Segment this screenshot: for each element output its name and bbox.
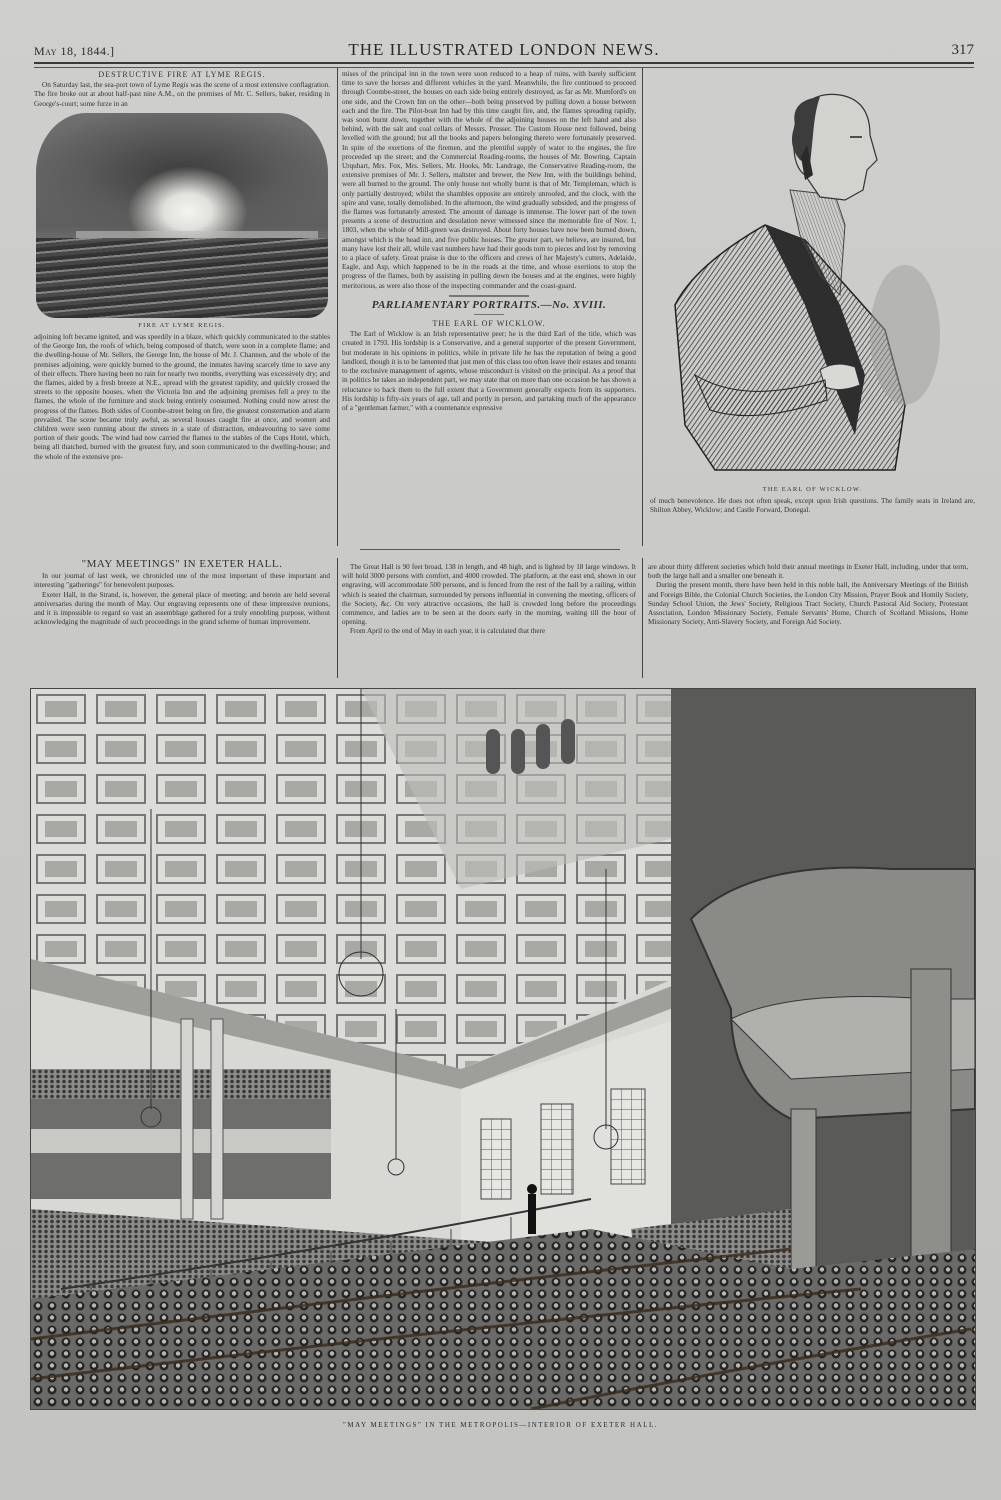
may-meetings-para: In our journal of last week, we chronicled one of the most important of these important and interesting "gatherings" for benevolent purposes. (34, 572, 330, 590)
fire-image-caption: FIRE AT LYME REGIS. (138, 321, 226, 329)
exeter-hall-interior-engraving (30, 688, 976, 1410)
parliamentary-portraits-heading: PARLIAMENTARY PORTRAITS.—No. XVIII. (371, 298, 607, 311)
short-separator (474, 314, 504, 315)
fire-at-lyme-regis-engraving (36, 113, 328, 318)
masthead (34, 40, 974, 60)
may-meetings-para: Exeter Hall, in the Strand, is, however, the general place of meeting; and herein are held several anniversaries during the month of May. Our engraving represents one of these impressive reunions, and it is impossible to regard so vast an assemblage gathered for a truly ennobling purpose, without acknowledging the magnitude of such proceedings in the grand scheme of human improvement. (34, 590, 330, 627)
hall-illustration (31, 689, 975, 1409)
column-divider (642, 68, 643, 546)
section-separator (449, 295, 529, 297)
may-meetings-column-2 (342, 563, 636, 637)
may-meetings-para: From April to the end of May in each year, it is calculated that there (350, 627, 546, 636)
column-divider (337, 68, 338, 546)
fire-article-body-col1: adjoining loft became ignited, and was speedily in a blaze, which quickly communicated to the stables of the George Inn, the roofs of which, being composed of thatch, were soon in a complete flame; and the dwelling-house of Mr. Sellers, the George Inn, the house of Mr. J. Channon, and the whole of the premises adjoining, were quickly burned to the ground, the inmates having scarcely time to save any of their effects. There having been no rain for nearly two months, everything was excessively dry; and the flames, aided by a fresh breeze at N.E., spread with the greatest rapidity, and quickly crossed the streets to the opposite houses, when the Victoria Inn and the adjoining premises fell a prey to the flames, the whole of the furniture and stock being entirely consumed. Nothing could now arrest the progress of the flames. Both sides of Coombe-street being on fire, the greatest consternation and alarm prevailed. The scene became truly awful, as several houses caught fire at once, and women and children were seen running about the streets in a state of distraction, endeavouring to save some portion of their goods. The wind had now carried the flames to the stables of the Cups Hotel, which, being all thatched, burned with the greatest fury, and soon communicated to the dwelling-house; and the whole of the extensive pre- (34, 333, 330, 461)
hall-engraving-caption: "MAY MEETINGS" IN THE METROPOLIS—INTERIOR OF EXETER HALL. (343, 1421, 658, 1429)
may-meetings-heading: "MAY MEETINGS" IN EXETER HALL. (81, 558, 283, 570)
portrait-column (650, 482, 975, 516)
may-meetings-column-1 (34, 558, 330, 627)
portrait-engraving (655, 75, 975, 480)
fire-article-intro: On Saturday last, the sea-port town of Lyme Regis was the scene of a most extensive conflagration. The fire broke out at about half-past nine A.M., on the premises of Mr. C. Sellers, baker, residing in George's-court; some furze in an (34, 81, 330, 108)
fire-article-column-2 (342, 70, 636, 413)
earl-of-wicklow-subheading: THE EARL OF WICKLOW. (432, 319, 546, 329)
newspaper-title: THE ILLUSTRATED LONDON NEWS. (348, 40, 660, 59)
column-divider (642, 558, 643, 678)
fire-article-column-1 (34, 68, 330, 462)
issue-date: May 18, 1844.] (34, 44, 115, 58)
portrait-caption: THE EARL OF WICKLOW. (762, 486, 863, 493)
fire-article-heading: DESTRUCTIVE FIRE AT LYME REGIS. (98, 70, 266, 79)
parliamentary-continuation: of much benevolence. He does not often speak, except upon Irish questions. The family seats in Ireland are, Shilton Abbey, Wicklow; and Castle Forward, Donegal. (650, 497, 975, 515)
speaker-figure (528, 1194, 536, 1234)
page-number: 317 (951, 42, 974, 58)
earl-of-wicklow-portrait (655, 75, 975, 480)
may-meetings-para: During the present month, there have been held in this noble hall, the Anniversary Meetings of the British and Foreign Bible, the Colonial Church Societies, the London City Mission, Prayer Book and Homily Society, Sunday School Union, the Jews' Society, Religious Tract Society, Church Pastoral Aid Society, Protestant Association, London Missionary Society, Female Servants' Home, Church of Scotland Missions, Home Missionary Society, Anti-Slavery Society, and Foreign Aid Society. (648, 581, 968, 627)
may-meetings-column-3 (648, 563, 968, 627)
section-rule (360, 549, 620, 550)
column-divider (337, 558, 338, 678)
parliamentary-body: The Earl of Wicklow is an Irish representative peer; he is the third Earl of the title, which was created in 1793. His lordship is a Conservative, and a general supporter of the present Government, but moderate in his opinions in politics, while in private life he has the reputation of being a good landlord, though it is to be lamented that just men of this class too often leave their estates and tenants to the exclusive management of agents, whose misconduct is visited on the principal. As a proof that in politics he takes an independent part, we may state that on more than one occasion he has shown a reluctance to back them to the full extent that a Government generally expects from its supporters. His lordship is fifty-six years of age, tall and portly in person, and partaking much of the appearance of a "gentleman farmer," with a countenance expressive (342, 330, 636, 412)
may-meetings-para: are about thirty different societies which hold their annual meetings in Exeter Hall, including, under that term, both the large hall and a smaller one beneath it. (648, 563, 968, 581)
may-meetings-para: The Great Hall is 90 feet broad, 138 in length, and 48 high, and is lighted by 18 large windows. It will hold 3000 persons with comfort, and 4000 crowded. The platform, at the east end, shown in our engraving, will accommodate 500 persons, and is fenced from the rest of the hall by a railing, within which is seated the chairman, surrounded by persons influential in convening the meeting, officers of the Society, &c. On very attractive occasions, the hall is crowded long before the proceedings commence, and ladies are to be seen at the doors early in the morning, waiting till the hour of opening. (342, 563, 636, 627)
fire-article-body-col2: mises of the principal inn in the town were soon reduced to a heap of ruins, with barely sufficient time to save the horses and different vehicles in the yard. Meanwhile, the fire continued to proceed through Coombe-street, the houses on each side being entirely destroyed, as far as Mr. Mumford's on one side, and the Crown Inn on the other—both being preserved by pulling down a house between each and the fire. The Pilot-boat Inn had by this time caught fire, and, the flames spreading rapidly, was soon burnt down, together with the whole of the adjoining houses on the left hand and also behind, with the salt and coal cellars of Messrs. Prosser. The Custom House next followed, being levelled with the ground; but all the books and papers belonging thereto were fortunately preserved. In spite of the exertions of the firemen, and the plentiful supply of water to the engines, the fire proceeded up the street; and the Commercial Reading-rooms, the houses of Mr. Bowring, Captain Urquhart, Mrs. Fox, Mrs. Sellers, Mr. Hooks, Mr. Landrage, the Conservative Reading-room, the extensive premises of Mr. J. Sellers, maltster and brewer, the New Inn, with the buildings behind, were all burned to the ground. The only house not wholly burnt is that of Mr. Templeman, which is only partially destroyed; whilst the shambles opposite are entirely unroofed, and the clock, with the spire and vane, totally demolished. In the afternoon, the wind gradually subsided, and the progress of the flames was fortunately arrested. The amount of damage is immense. The lower part of the town presents a scene of destruction and desolation never witnessed since the memorable fire of Nov. 1, 1803, when the whole of Mill-green was destroyed. About forty houses have now been burned down, amongst which is the head inn, and five public houses. The greater part, we believe, are insured, but many have lost their all, while vast numbers have had their goods torn to pieces and lost by removing to a place of safety. Great praise is due to the officers and crews of her Majesty's cutters, Adelaide, Eagle, and Asp, which happened to be in the roads at the time, and whose exertions to stop the progress of the flames, both by assisting in pulling down the houses and at the engines, were highly meritorious, as were also those of the inspecting commander and the coast-guard. (342, 70, 636, 290)
sea-waves (36, 238, 328, 318)
